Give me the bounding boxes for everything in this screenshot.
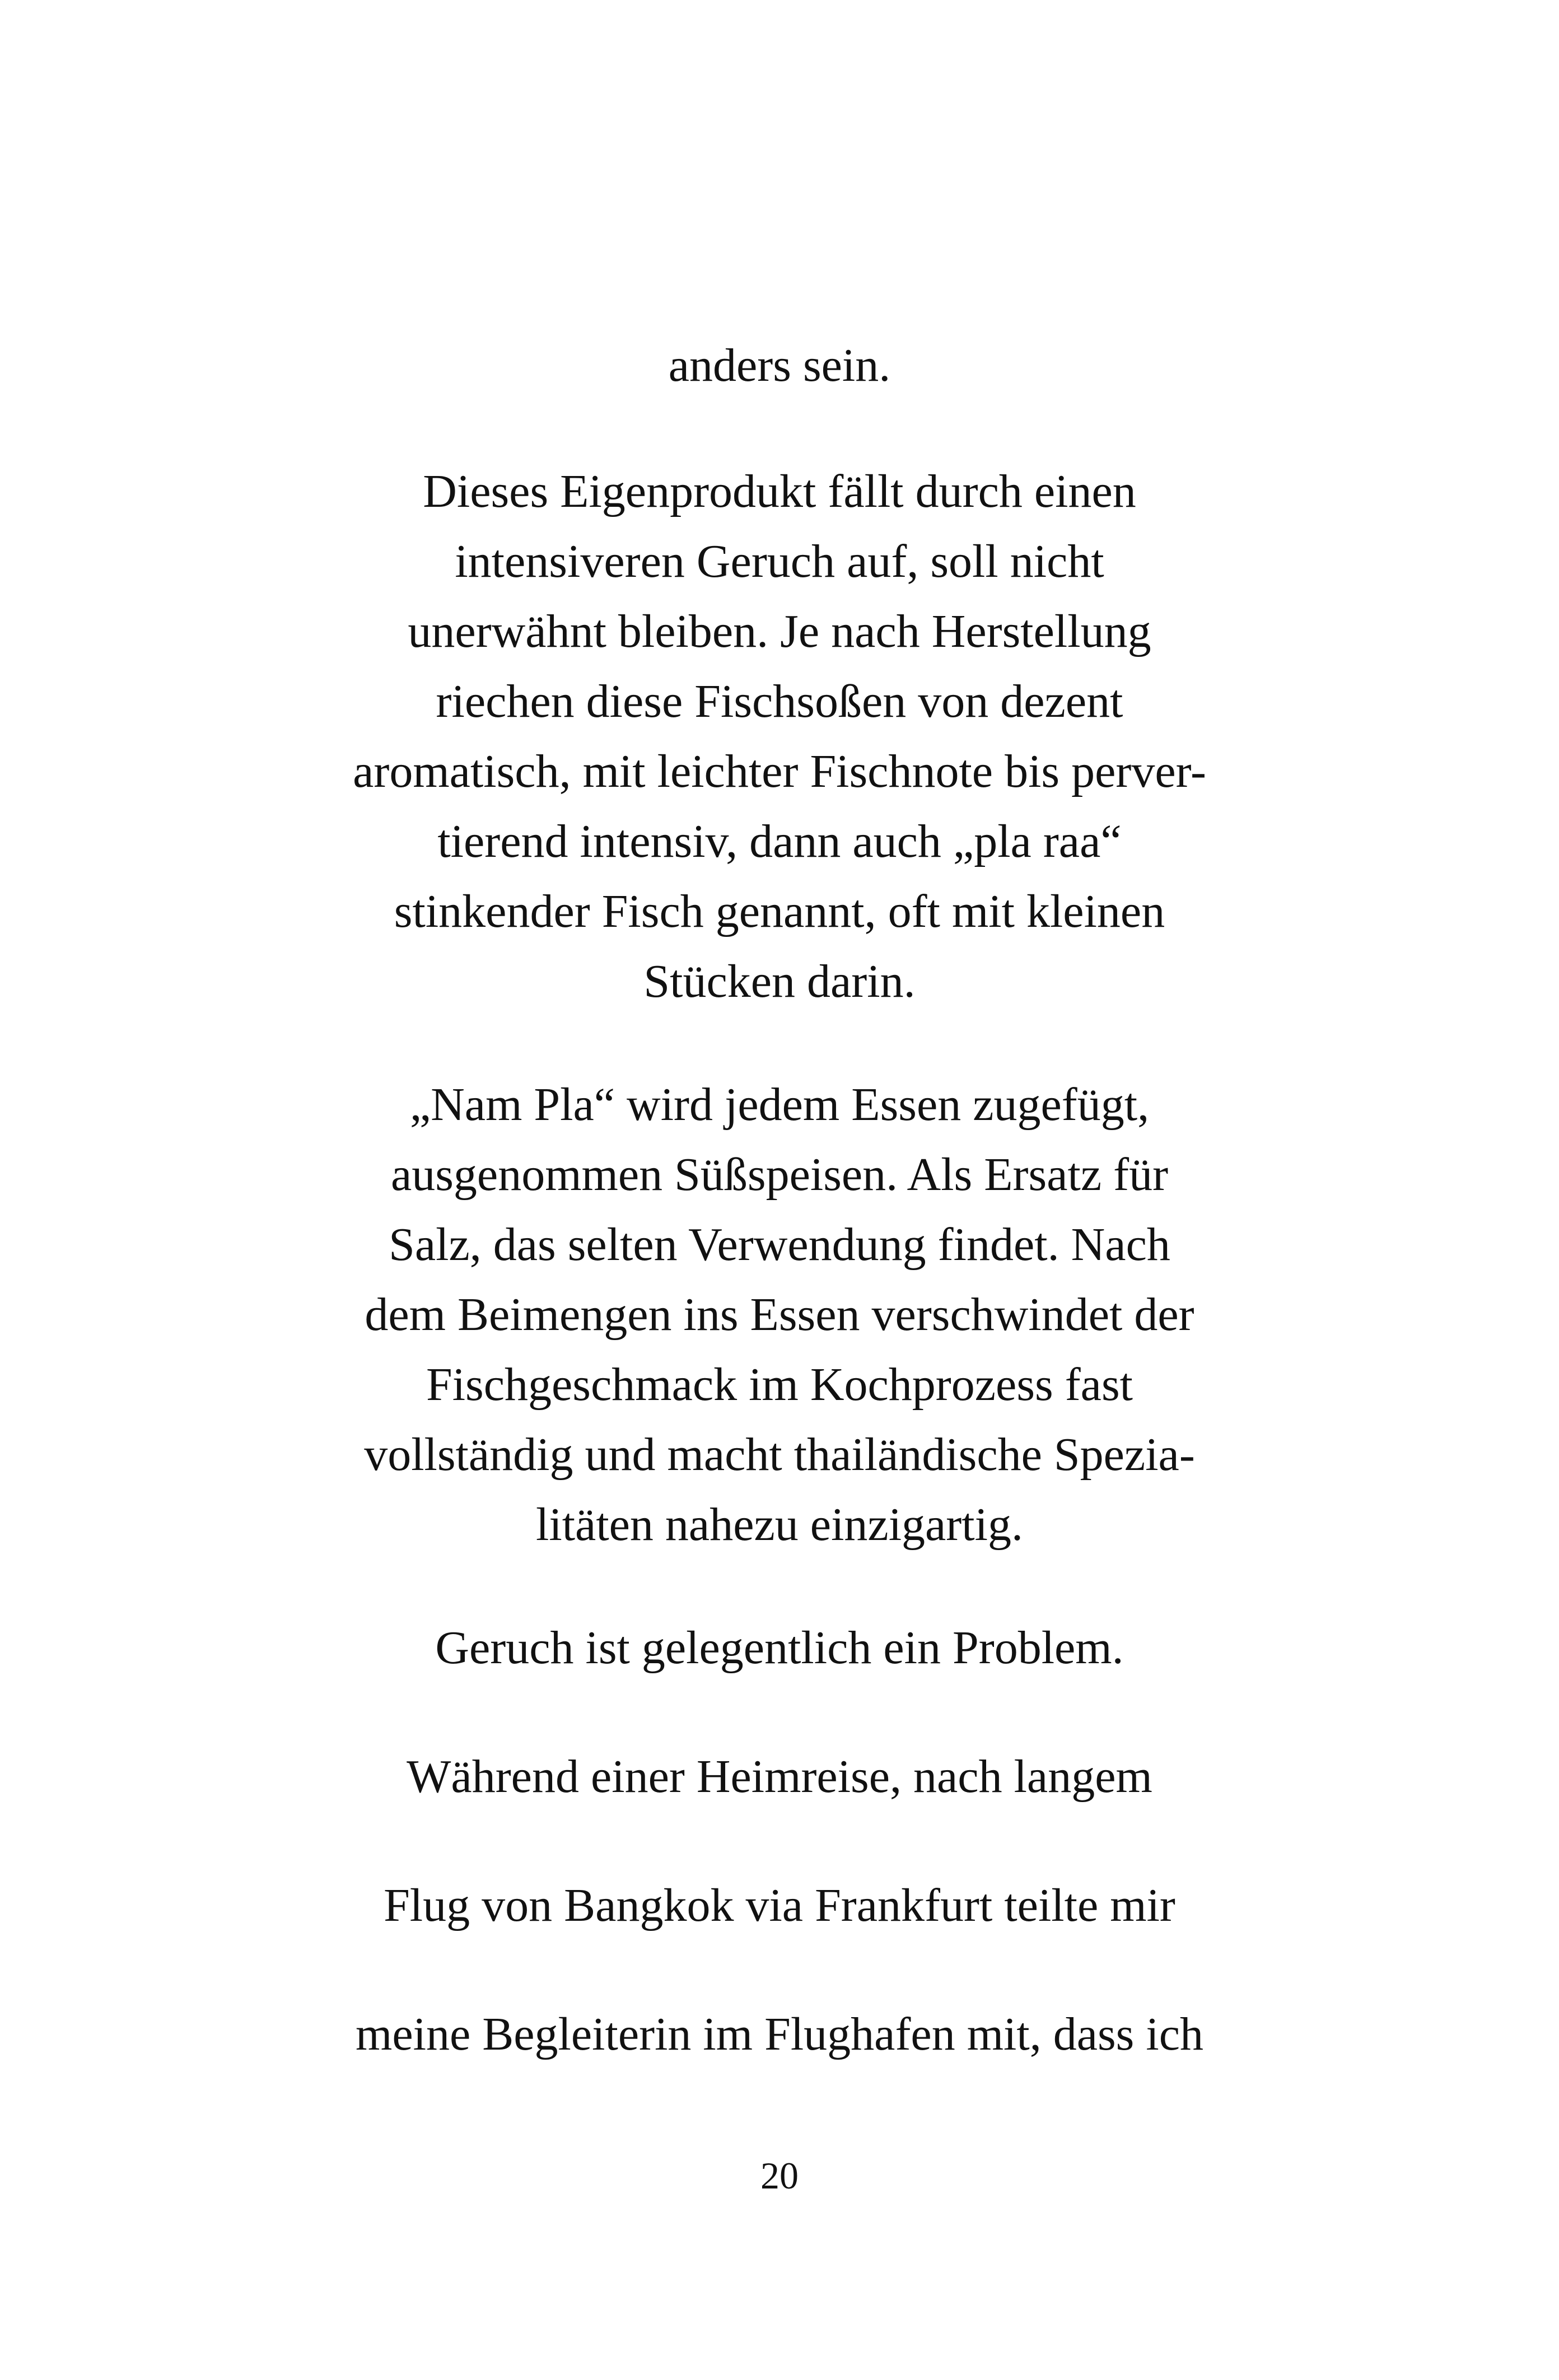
text-line: aromatisch, mit leichter Fischnote bis perver- xyxy=(353,745,1206,797)
text-line: Dieses Eigenprodukt fällt durch einen xyxy=(423,465,1136,517)
text-line: Geruch ist gelegentlich ein Problem. xyxy=(435,1622,1124,1674)
text-line: Fischgeschmack im Kochprozess fast xyxy=(426,1359,1133,1411)
text-line: tierend intensiv, dann auch „pla raa“ xyxy=(437,815,1122,867)
paragraph-4 xyxy=(213,1613,1346,1683)
paragraph-5 xyxy=(213,1742,1346,1812)
text-line: dem Beimengen ins Essen verschwindet der xyxy=(365,1289,1194,1341)
text-line: unerwähnt bleiben. Je nach Herstellung xyxy=(408,605,1151,657)
paragraph-1 xyxy=(213,330,1346,400)
text-line: vollständig und macht thailändische Spezia- xyxy=(364,1429,1195,1481)
page-number: 20 xyxy=(760,2154,799,2197)
text-line: riechen diese Fischsoßen von dezent xyxy=(436,675,1123,727)
text-line: intensiveren Geruch auf, soll nicht xyxy=(455,535,1104,587)
text-line: ausgenommen Süßspeisen. Als Ersatz für xyxy=(390,1149,1169,1201)
paragraph-3 xyxy=(213,1070,1346,1560)
text-line: anders sein. xyxy=(668,339,891,391)
text-line: meine Begleiterin im Flughafen mit, dass ich xyxy=(355,2008,1203,2060)
text-line: Stücken darin. xyxy=(643,955,916,1007)
text-line: litäten nahezu einzigartig. xyxy=(536,1499,1023,1551)
text-line: Während einer Heimreise, nach langem xyxy=(407,1751,1152,1803)
text-line: Flug von Bangkok via Frankfurt teilte mir xyxy=(384,1879,1175,1931)
text-line: „Nam Pla“ wird jedem Essen zugefügt, xyxy=(409,1079,1150,1131)
paragraph-6 xyxy=(213,1870,1346,1940)
text-line: stinkender Fisch genannt, oft mit kleinen xyxy=(394,885,1165,937)
paragraph-7 xyxy=(213,1999,1346,2069)
paragraph-2 xyxy=(213,456,1346,1016)
text-line: Salz, das selten Verwendung findet. Nach xyxy=(389,1219,1170,1271)
